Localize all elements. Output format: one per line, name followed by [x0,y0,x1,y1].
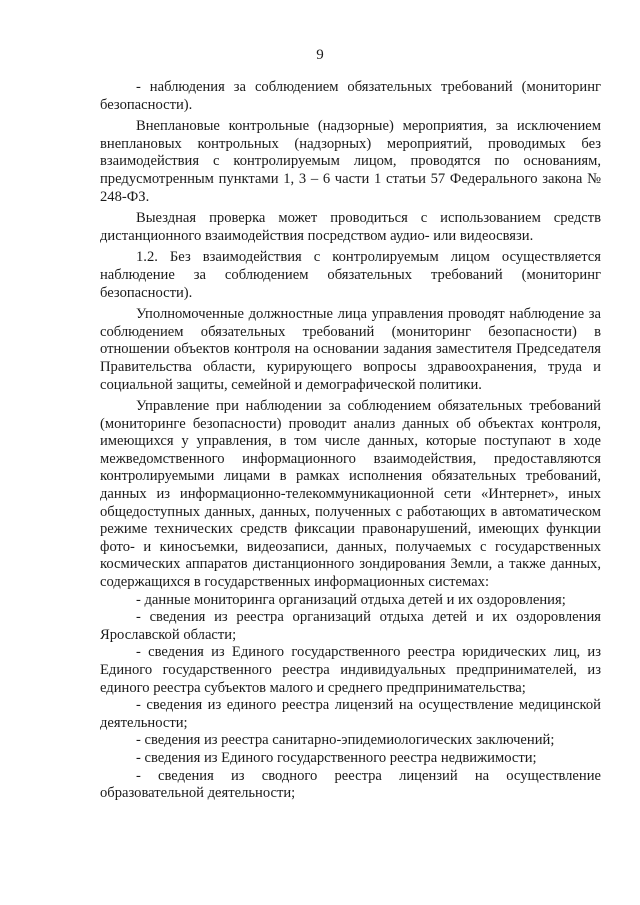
paragraph-authorized-officials: Уполномоченные должностные лица управления проводят наблюдение за соблюдением обязательных требований (мониторинг безопасности) в отношении объектов контроля на основании задания заместителя Председателя Правительства области, курирующего вопросы здравоохранения, труда и социальной защиты, семейной и демографической политики. [100,306,601,393]
paragraph-section-1-2: 1.2. Без взаимодействия с контролируемым лицом осуществляется наблюдение за соблюдением обязательных требований (мониторинг безопасности). [100,249,601,301]
list-item-legal-entities-registry: - сведения из Единого государственного реестра юридических лиц, из Единого государственного реестра индивидуальных предпринимателей, из единого реестра субъектов малого и среднего предпринимательства; [100,644,601,696]
paragraph-unscheduled-measures: Внеплановые контрольные (надзорные) мероприятия, за исключением внеплановых контрольных (надзорных) мероприятий, проводимых без взаимодействия с контролируемым лицом, проводятся по основаниям, предусмотренным пунктами 1, 3 – 6 части 1 статьи 57 Федерального закона № 248-ФЗ. [100,118,601,205]
paragraph-monitoring-item: - наблюдения за соблюдением обязательных требований (мониторинг безопасности). [100,79,601,113]
list-item-children-rest-monitoring: - данные мониторинга организаций отдыха детей и их оздоровления; [136,591,566,608]
document-body [100,79,601,803]
list-item-real-estate-registry: - сведения из Единого государственного реестра недвижимости; [136,749,537,766]
paragraph-remote-inspection: Выездная проверка может проводиться с использованием средств дистанционного взаимодействия посредством аудио- или видеосвязи. [100,210,601,244]
list-item-education-licenses: - сведения из сводного реестра лицензий на осуществление образовательной деятельности; [100,767,601,802]
page-number: 9 [316,47,324,63]
list-item-sanitary-conclusions: - сведения из реестра санитарно-эпидемиологических заключений; [136,732,555,749]
list-item-medical-licenses: - сведения из единого реестра лицензий на осуществление медицинской деятельности; [100,697,601,731]
list-item-children-rest-registry: - сведения из реестра организаций отдыха детей и их оздоровления Ярославской области; [100,609,601,643]
paragraph-data-analysis: Управление при наблюдении за соблюдением обязательных требований (мониторинге безопасности) проводит анализ данных об объектах контроля, имеющихся у управления, в том числе данных, которые поступают в ходе межведомственного информационного взаимодействия, предоставляются контролируемыми лицами в рамках исполнения обязательных требований, данных из информационно-телекоммуникационной сети «Интернет», иных общедоступных данных, данных, полученных с работающих в автоматическом режиме технических средств фиксации правонарушений, имеющих функции фото- и киносъемки, видеозаписи, данных, получаемых с государственных космических аппаратов дистанционного зондирования Земли, а также данных, содержащихся в государственных информационных системах: [100,398,601,591]
